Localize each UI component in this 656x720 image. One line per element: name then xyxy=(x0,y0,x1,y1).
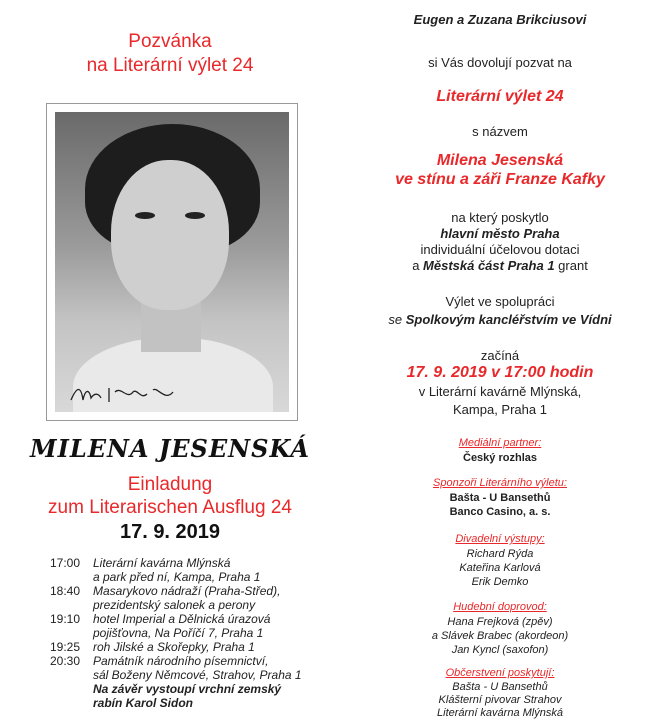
schedule-text xyxy=(93,612,270,640)
theatre-item: Erik Demko xyxy=(471,576,529,588)
coop-line-2 xyxy=(344,312,656,327)
schedule-text xyxy=(93,654,302,710)
title-line-2: ve stínu a záři Franze Kafky xyxy=(395,171,605,188)
date-heading: 17. 9. 2019 xyxy=(119,521,221,543)
schedule-text xyxy=(93,556,260,584)
hosts: Eugen a Zuzana Brikciusovi xyxy=(413,12,587,27)
schedule-text xyxy=(93,584,280,612)
grant-line-4-c: grant xyxy=(554,258,588,273)
invite-text: si Vás dovolují pozvat na xyxy=(428,55,572,70)
portrait-photo xyxy=(46,103,298,421)
grant-line-3: individuální účelovou dotaci xyxy=(420,242,580,257)
catering-item: Bašta - U Bansethů xyxy=(452,681,548,693)
signature-icon xyxy=(69,382,179,406)
coop-line-2-a: se xyxy=(388,312,406,327)
schedule-time: 17:00 xyxy=(50,556,81,570)
einladung-line-1: Einladung xyxy=(127,474,213,495)
schedule-line: prezidentský salonek a perony xyxy=(93,598,256,612)
start-datetime: 17. 9. 2019 v 17:00 hodin xyxy=(406,364,594,381)
schedule-time: 19:10 xyxy=(50,612,81,626)
music-item: Hana Frejková (zpěv) xyxy=(447,616,553,628)
einladung-line-2: zum Literarischen Ausflug 24 xyxy=(48,497,292,518)
portrait-eye-left xyxy=(135,212,155,219)
grant-line-4-a: a xyxy=(412,258,424,273)
schedule-time: 18:40 xyxy=(50,584,81,598)
portrait-eye-right xyxy=(185,212,205,219)
grant-line-2: hlavní město Praha xyxy=(440,226,560,241)
portrait-image xyxy=(55,112,289,412)
schedule-line: pojišťovna, Na Poříčí 7, Praha 1 xyxy=(93,626,264,640)
schedule-line: roh Jilské a Skořepky, Praha 1 xyxy=(93,640,255,654)
grant-line-1: na který poskytlo xyxy=(451,210,549,225)
schedule-line: Literární kavárna Mlýnská xyxy=(93,556,231,570)
grant-line-4-b: Městská část Praha 1 xyxy=(423,258,555,273)
coop-line-2-b: Spolkovým kancléřstvím ve Vídni xyxy=(405,312,612,327)
theatre-item: Richard Rýda xyxy=(466,548,534,560)
starts-text: začíná xyxy=(480,348,520,363)
catering-item: Klášterní pivovar Strahov xyxy=(438,694,562,706)
catering-label: Občerstvení poskytují: xyxy=(445,667,555,679)
event-name: Literární výlet 24 xyxy=(436,88,564,105)
closing-line-2: rabín Karol Sidon xyxy=(93,696,194,710)
portrait-face xyxy=(111,160,229,310)
music-item: Jan Kyncl (saxofon) xyxy=(451,644,549,656)
schedule-time: 19:25 xyxy=(50,640,81,654)
sponsor-item: Bašta - U Bansethů xyxy=(449,492,551,504)
media-label: Mediální partner: xyxy=(458,437,542,449)
sponsor-item: Banco Casino, a. s. xyxy=(449,506,551,518)
grant-line-4 xyxy=(344,258,656,273)
closing-line-1: Na závěr vystoupí vrchní zemský xyxy=(93,682,282,696)
music-item: a Slávek Brabec (akordeon) xyxy=(431,630,569,642)
schedule-line: a park před ní, Kampa, Praha 1 xyxy=(93,570,261,584)
music-label: Hudební doprovod: xyxy=(453,601,547,613)
coop-line-1: Výlet ve spolupráci xyxy=(445,294,555,309)
theatre-item: Kateřina Karlová xyxy=(459,562,541,574)
name-heading: MILENA JESENSKÁ xyxy=(30,434,310,463)
schedule-line: Masarykovo nádraží (Praha-Střed), xyxy=(93,584,281,598)
schedule-line: sál Boženy Němcové, Strahov, Praha 1 xyxy=(93,668,302,682)
venue-line-2: Kampa, Praha 1 xyxy=(453,402,547,417)
sponsors-label: Sponzoři Literárního výletu: xyxy=(433,477,567,489)
schedule-time: 20:30 xyxy=(50,654,81,668)
schedule-line: hotel Imperial a Dělnická úrazová xyxy=(93,612,271,626)
invite-line-1: Pozvánka xyxy=(128,31,212,52)
schedule-text xyxy=(93,640,255,654)
schedule-line: Památník národního písemnictví, xyxy=(93,654,269,668)
media-value: Český rozhlas xyxy=(463,452,537,464)
venue-line-1: v Literární kavárně Mlýnská, xyxy=(418,384,582,399)
invite-line-2: na Literární výlet 24 xyxy=(86,55,254,76)
catering-item: Literární kavárna Mlýnská xyxy=(437,707,563,719)
named-text: s názvem xyxy=(472,124,528,139)
theatre-label: Divadelní výstupy: xyxy=(455,533,545,545)
title-line-1: Milena Jesenská xyxy=(436,152,564,169)
